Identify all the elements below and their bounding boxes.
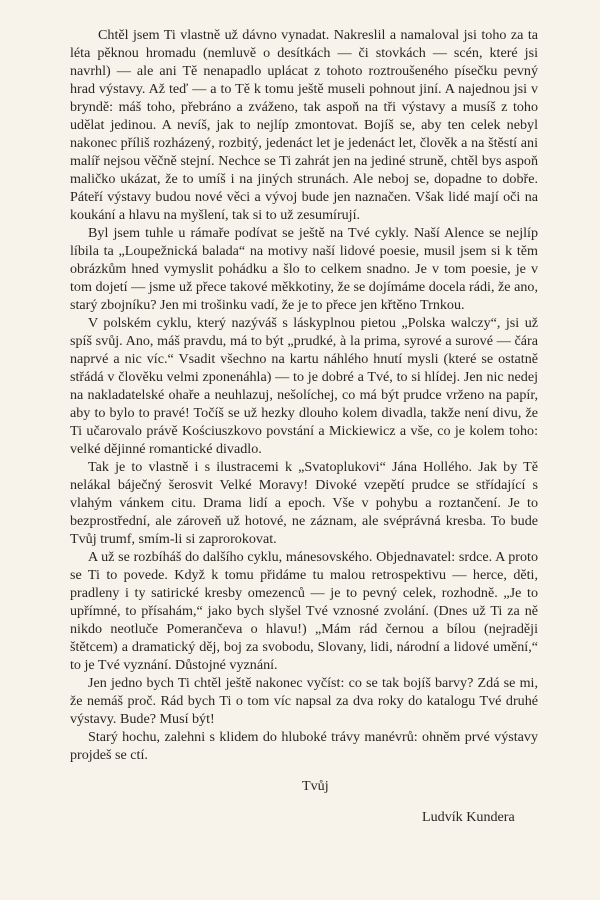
paragraph-6: Jen jedno bych Ti chtěl ještě nakonec vyčíst: co se tak bojíš barvy? Zdá se mi, že nemáš proč. Rád bych Ti o tom víc napsal za dva roky do katalogu Tvé druhé výstavy. Bude? Musí být! <box>70 675 538 727</box>
signature-block <box>70 778 538 826</box>
paragraph-3: V polském cyklu, který nazýváš s láskyplnou pietou „Polska walczy“, jsi už spíš svůj. Ano, máš pravdu, má to být „prudké, à la prima, syrové a surové — čára naprvé a nic víc.“ Vsadit všechno na kartu náhlého hnutí mysli (které se ostatně střádá v člověku velmi zponenáhla) — to je dobré a Tvé, to si hlídej. Jen nic nedej na nakladatelské ohaře a neuhlazuj, nešolíchej, co má být prudce vrženo na papír, aby to bylo to pravé! Točíš se už hezky dlouho kolem divadla, takže není divu, že Ti učarovalo právě Kościuszkovo povstání a Mickiewicz a vše, co je kolem toho: velké dějinné romantické divadlo. <box>70 315 538 457</box>
paragraph-7: Starý hochu, zalehni s klidem do hluboké trávy manévrů: ohněm prvé výstavy projdeš se ctí. <box>70 729 538 763</box>
paragraph-1: Chtěl jsem Ti vlastně už dávno vynadat. Nakreslil a namaloval jsi toho za ta léta pěknou hromadu (nemluvě o desítkách — či stovkách — scén, které jsi navrhl) — ale ani Tě nenapadlo uplácat z tohoto roztroušeného písečku pevný hrad výstavy. Až teď — a to Tě k tomu ještě museli pohnout jiní. A najednou jsi v bryndě: máš toho, přebráno a zváženo, tak aspoň na tři výstavy a musíš z toho udělat jedinou. A nevíš, jak to nejlíp zmontovat. Bojíš se, aby ten celek nebyl nakonec příliš rozházený, rozbitý, jedenáct let je jedenáct let, člověk a na štěstí ani malíř nejsou věčně stejní. Nechce se Ti zahrát jen na jediné struně, chtěl bys aspoň maličko ukázat, že to umíš i na jiných strunách. Ale neboj se, dopadne to dobře. Páteří výstavy budou nové věci a vývoj bude jen naznačen. Však lidé mají oči na koukání a hlavu na myšlení, tak si to už zesumírují. <box>70 27 538 223</box>
closing-word: Tvůj <box>302 778 329 794</box>
paragraph-2: Byl jsem tuhle u rámaře podívat se ještě na Tvé cykly. Naší Alence se nejlíp líbila ta „Loupežnická balada“ na motivy naší lidové poesie, musil jsem si k těm obrázkům hned vymyslit pohádku a šlo to celkem snadno. Je v tom poesie, je v tom dojetí — jsme už přece takové měkkotiny, že se dojímáme docela rádi, že ano, starý zbojníku? Jen mi trošinku vadí, že je to přece jen křtěno Trnkou. <box>70 225 538 313</box>
author-name: Ludvík Kundera <box>422 809 515 825</box>
paragraph-4: Tak je to vlastně i s ilustracemi k „Svatoplukovi“ Jána Hollého. Jak by Tě nelákal báječný šerosvit Velké Moravy! Divoké vzepětí prudce se střídající s vlahým vánkem citu. Drama lidí a epoch. Vše v pohybu a roztančení. Je to bezprostřední, ale zároveň už hotové, ne záznam, ale svéprávná kresba. To bude Tvůj trumf, smím-li si zaprorokovat. <box>70 459 538 547</box>
paragraph-5: A už se rozbíháš do dalšího cyklu, mánesovského. Objednavatel: srdce. A proto se Ti to povede. Když k tomu přidáme tu malou retrospektivu — herce, děti, pradleny i ty satirické kresby omezenců — je to pevný celek, rozhodně. „Je to upřímné, to přísahám,“ jako bych slyšel Tvé vznosné zvolání. (Dnes už Ti za ně nikdo neotluče Pomerančeva o hlavu!) „Mám rád černou a bílou (nejraději štětcem) a dramatický děj, boj za svobodu, Slovany, lidi, národní a lidové umění,“ to je Tvé vyznání. Důstojné vyznání. <box>70 549 538 673</box>
